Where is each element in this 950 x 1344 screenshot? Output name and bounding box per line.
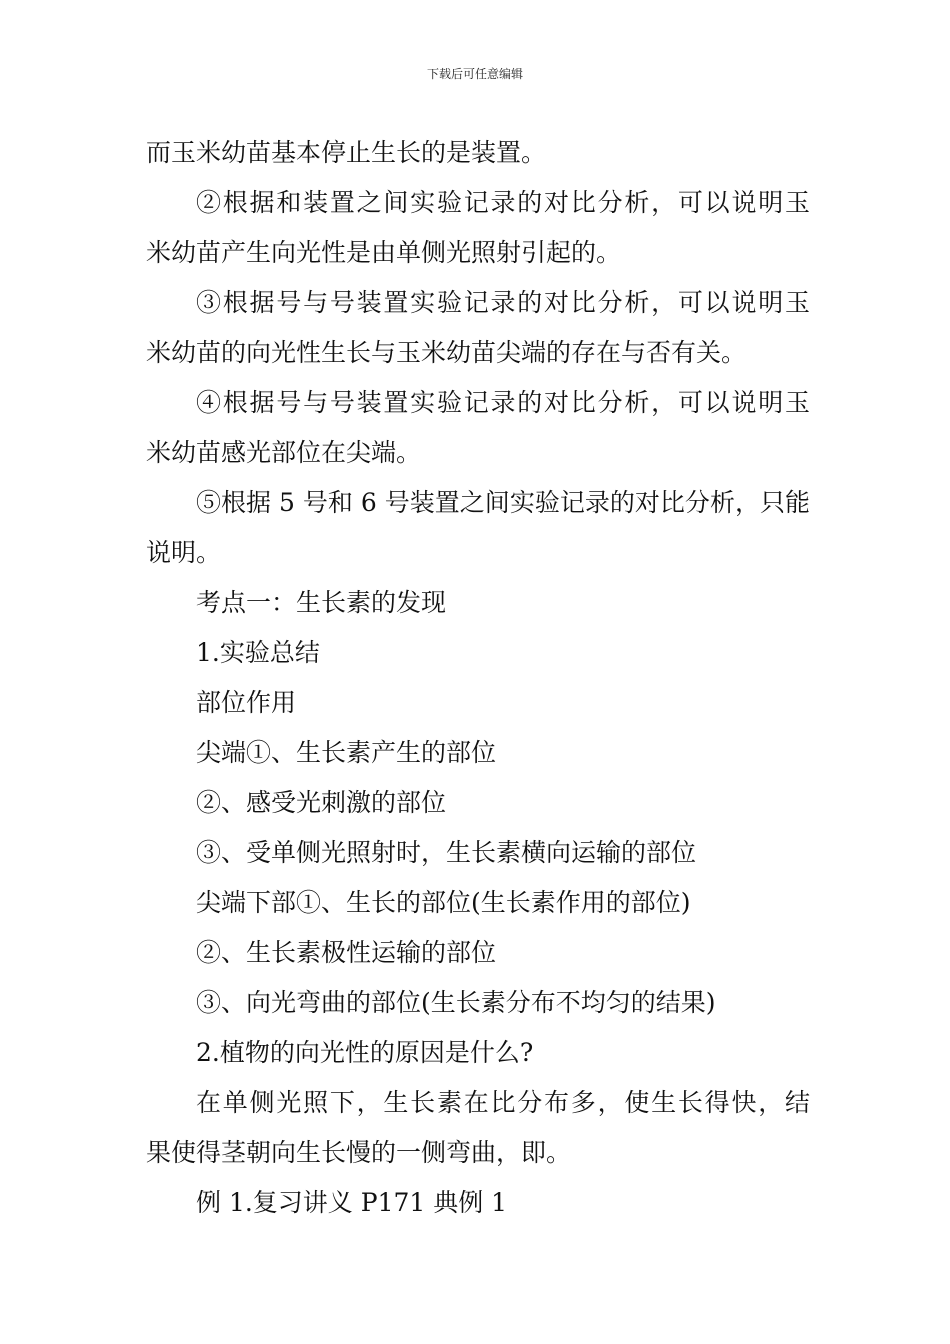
- text-line: 米幼苗产生向光性是由单侧光照射引起的。: [146, 238, 622, 267]
- text-line: 米幼苗感光部位在尖端。: [146, 438, 422, 467]
- question-heading: 2.植物的向光性的原因是什么?: [196, 1038, 534, 1067]
- text-line: 而玉米幼苗基本停止生长的是装置。: [146, 138, 547, 167]
- text-line: 尖端下部①、生长的部位(生长素作用的部位): [196, 888, 691, 917]
- text-line: ②、生长素极性运输的部位: [196, 938, 497, 967]
- text-line: ②根据和装置之间实验记录的对比分析，可以说明玉: [196, 188, 810, 217]
- text-line: 尖端①、生长素产生的部位: [196, 738, 497, 767]
- example-reference: 例 1.复习讲义 P171 典例 1: [196, 1188, 508, 1217]
- page-header: 下载后可任意编辑: [426, 67, 523, 81]
- text-line: ⑤根据 5 号和 6 号装置之间实验记录的对比分析，只能: [196, 488, 810, 517]
- text-line: ③根据号与号装置实验记录的对比分析，可以说明玉: [196, 288, 810, 317]
- text-line: 果使得茎朝向生长慢的一侧弯曲，即。: [146, 1138, 572, 1167]
- text-line: ②、感受光刺激的部位: [196, 788, 447, 817]
- text-line: 说明。: [146, 538, 222, 567]
- subsection-heading: 1.实验总结: [196, 638, 320, 667]
- text-line: ③、受单侧光照射时，生长素横向运输的部位: [196, 838, 697, 867]
- text-line: ④根据号与号装置实验记录的对比分析，可以说明玉: [196, 388, 810, 417]
- text-line: 在单侧光照下，生长素在比分布多，使生长得快，结: [196, 1088, 810, 1117]
- text-line: ③、向光弯曲的部位(生长素分布不均匀的结果): [196, 988, 716, 1017]
- text-line: 米幼苗的向光性生长与玉米幼苗尖端的存在与否有关。: [146, 338, 747, 367]
- section-heading: 考点一：生长素的发现: [196, 588, 447, 617]
- table-header-line: 部位作用: [196, 688, 297, 717]
- document-body: [146, 128, 810, 1228]
